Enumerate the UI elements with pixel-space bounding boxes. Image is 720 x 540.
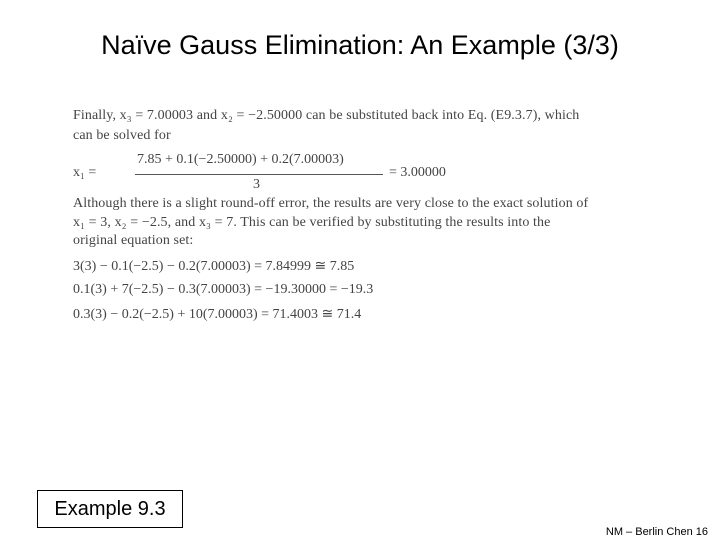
verification-equation-3: 0.3(3) − 0.2(−2.5) + 10(7.00003) = 71.4003 ≅ 71.4 xyxy=(73,307,362,322)
paragraph-2-line-1: Although there is a slight round-off error, the results are very close to the exact solution of xyxy=(73,196,589,211)
slide-title: Naïve Gauss Elimination: An Example (3/3) xyxy=(101,30,619,60)
fraction-result: = 3.00000 xyxy=(389,165,446,180)
fraction-denominator: 3 xyxy=(253,177,260,192)
verification-equation-1: 3(3) − 0.1(−2.5) − 0.2(7.00003) = 7.84999 ≅ 7.85 xyxy=(73,259,355,274)
fraction-numerator: 7.85 + 0.1(−2.50000) + 0.2(7.00003) xyxy=(137,152,344,167)
paragraph-1-line-2: can be solved for xyxy=(73,128,171,143)
paragraph-2-line-2: x₁ = 3, x₂ = −2.5, and x₃ = 7. This can be verified by substituting the results into the xyxy=(73,215,551,230)
paragraph-2-line-3: original equation set: xyxy=(73,233,194,248)
paragraph-1-line-1: Finally, x₃ = 7.00003 and x₂ = −2.50000 can be substituted back into Eq. (E9.3.7), which xyxy=(73,108,580,123)
fraction-bar xyxy=(135,174,383,175)
fraction-lhs: x₁ = xyxy=(73,165,97,180)
textbook-excerpt xyxy=(73,106,645,326)
verification-equation-2: 0.1(3) + 7(−2.5) − 0.3(7.00003) = −19.30000 = −19.3 xyxy=(73,282,374,297)
example-label-box: Example 9.3 xyxy=(37,490,183,528)
x1-fraction-equation xyxy=(73,152,533,196)
slide-footer: NM – Berlin Chen 16 xyxy=(605,526,708,538)
